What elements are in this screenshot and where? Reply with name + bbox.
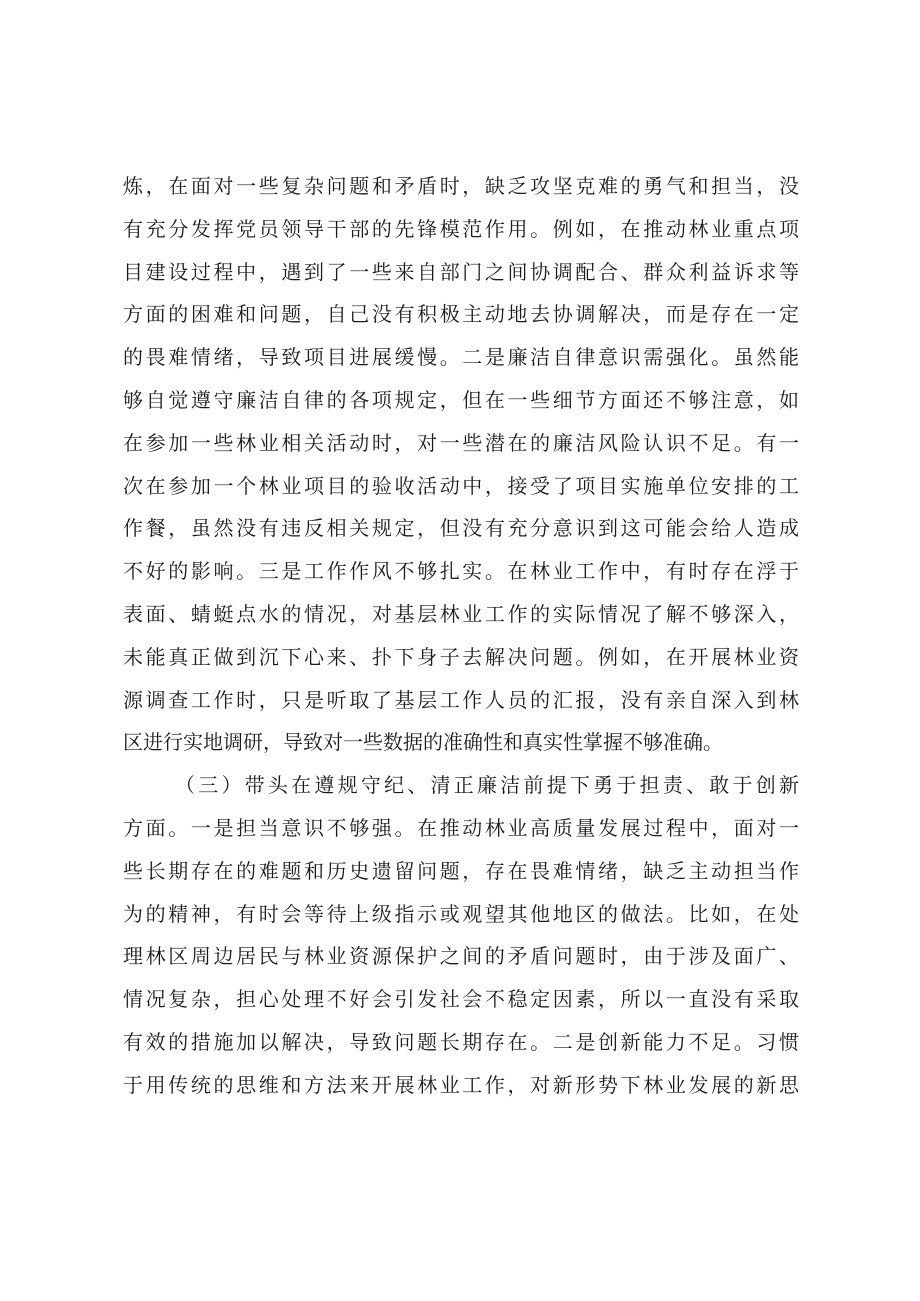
text-line: 在参加一些林业相关活动时，对一些潜在的廉洁风险认识不足。有一: [123, 430, 799, 455]
text-line: 些长期存在的难题和历史遗留问题，存在畏难情绪，缺乏主动担当作: [123, 858, 799, 883]
text-line: 方面的困难和问题，自己没有积极主动地去协调解决，而是存在一定: [123, 302, 799, 327]
text-line: 方面。一是担当意识不够强。在推动林业高质量发展过程中，面对一: [123, 815, 799, 840]
section-heading-line: （三）带头在遵规守纪、清正廉洁前提下勇于担责、敢于创新: [175, 773, 799, 798]
text-line: 情况复杂，担心处理不好会引发社会不稳定因素，所以一直没有采取: [123, 987, 799, 1012]
text-line: 区进行实地调研，导致对一些数据的准确性和真实性掌握不够准确。: [123, 730, 723, 755]
text-line: 炼，在面对一些复杂问题和矛盾时，缺乏攻坚克难的勇气和担当，没: [123, 174, 799, 198]
text-line: 源调查工作时，只是听取了基层工作人员的汇报，没有亲自深入到林: [123, 687, 799, 712]
text-line: 不好的影响。三是工作作风不够扎实。在林业工作中，有时存在浮于: [123, 559, 799, 584]
text-line: 目建设过程中，遇到了一些来自部门之间协调配合、群众利益诉求等: [123, 259, 799, 284]
text-line: 次在参加一个林业项目的验收活动中，接受了项目实施单位安排的工: [123, 473, 799, 498]
body-text: [123, 165, 799, 1107]
text-line: 于用传统的思维和方法来开展林业工作，对新形势下林业发展的新思: [123, 1072, 799, 1097]
text-line: 理林区周边居民与林业资源保护之间的矛盾问题时，由于涉及面广、: [123, 944, 799, 969]
text-line: 有效的措施加以解决，导致问题长期存在。二是创新能力不足。习惯: [123, 1029, 799, 1054]
text-line: 为的精神，有时会等待上级指示或观望其他地区的做法。比如，在处: [123, 901, 799, 926]
text-line: 作餐，虽然没有违反相关规定，但没有充分意识到这可能会给人造成: [123, 516, 799, 541]
text-line: 的畏难情绪，导致项目进展缓慢。二是廉洁自律意识需强化。虽然能: [123, 345, 799, 370]
text-line: 够自觉遵守廉洁自律的各项规定，但在一些细节方面还不够注意，如: [123, 387, 799, 412]
text-line: 有充分发挥党员领导干部的先锋模范作用。例如，在推动林业重点项: [123, 216, 799, 241]
text-line: 表面、蜻蜓点水的情况，对基层林业工作的实际情况了解不够深入，: [123, 601, 799, 626]
text-line: 未能真正做到沉下心来、扑下身子去解决问题。例如，在开展林业资: [123, 644, 799, 669]
